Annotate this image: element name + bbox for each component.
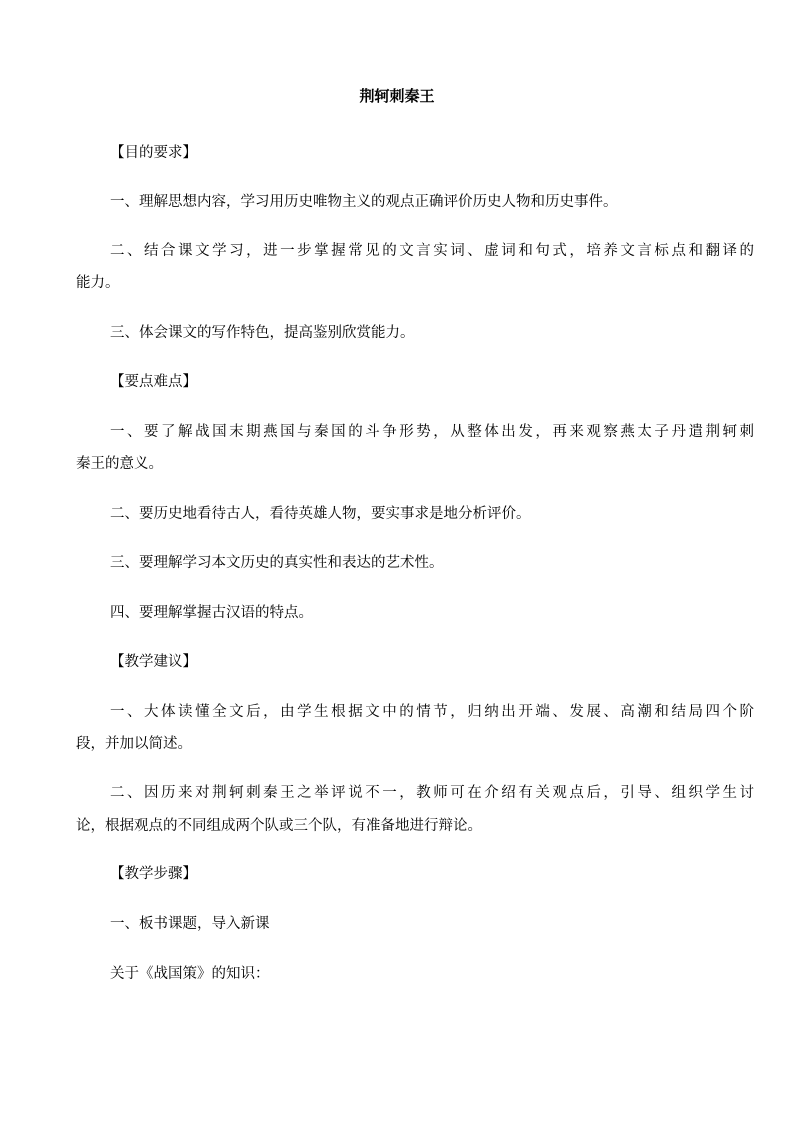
- paragraph-objective-2-continued: 能力。: [76, 275, 120, 291]
- paragraph-suggestion-2-continued: 论，根据观点的不同组成两个队或三个队，有准备地进行辩论。: [76, 818, 482, 834]
- paragraph-zhanguoce-intro: 关于《战国策》的知识：: [110, 966, 270, 982]
- paragraph-objective-3: 三、体会课文的写作特色，提高鉴别欣赏能力。: [110, 325, 415, 341]
- paragraph-objective-2: 二、结合课文学习，进一步掌握常见的文言实词、虚词和句式，培养文言标点和翻译的: [110, 243, 754, 259]
- paragraph-key-point-1: 一、要了解战国末期燕国与秦国的斗争形势，从整体出发，再来观察燕太子丹遣荆轲刺: [110, 424, 754, 440]
- section-heading-teaching-steps: 【教学步骤】: [110, 866, 197, 882]
- paragraph-objective-1: 一、理解思想内容，学习用历史唯物主义的观点正确评价历史人物和历史事件。: [110, 194, 618, 210]
- section-heading-objectives: 【目的要求】: [110, 145, 197, 161]
- paragraph-key-point-1-continued: 秦王的意义。: [76, 456, 163, 472]
- paragraph-step-1: 一、板书课题，导入新课: [110, 916, 270, 932]
- paragraph-suggestion-1-continued: 段，并加以简述。: [76, 736, 192, 752]
- paragraph-key-point-2: 二、要历史地看待古人，看待英雄人物，要实事求是地分析评价。: [110, 506, 531, 522]
- paragraph-key-point-4: 四、要理解掌握古汉语的特点。: [110, 605, 313, 621]
- section-heading-teaching-suggestions: 【教学建议】: [110, 654, 197, 670]
- paragraph-key-point-3: 三、要理解学习本文历史的真实性和表达的艺术性。: [110, 555, 444, 571]
- page-title: 荆轲刺秦王: [359, 87, 435, 105]
- paragraph-suggestion-1: 一、大体读懂全文后，由学生根据文中的情节，归纳出开端、发展、高潮和结局四个阶: [110, 704, 754, 720]
- section-heading-key-points: 【要点难点】: [110, 374, 197, 390]
- paragraph-suggestion-2: 二、因历来对荆轲刺秦王之举评说不一，教师可在介绍有关观点后，引导、组织学生讨: [110, 785, 754, 801]
